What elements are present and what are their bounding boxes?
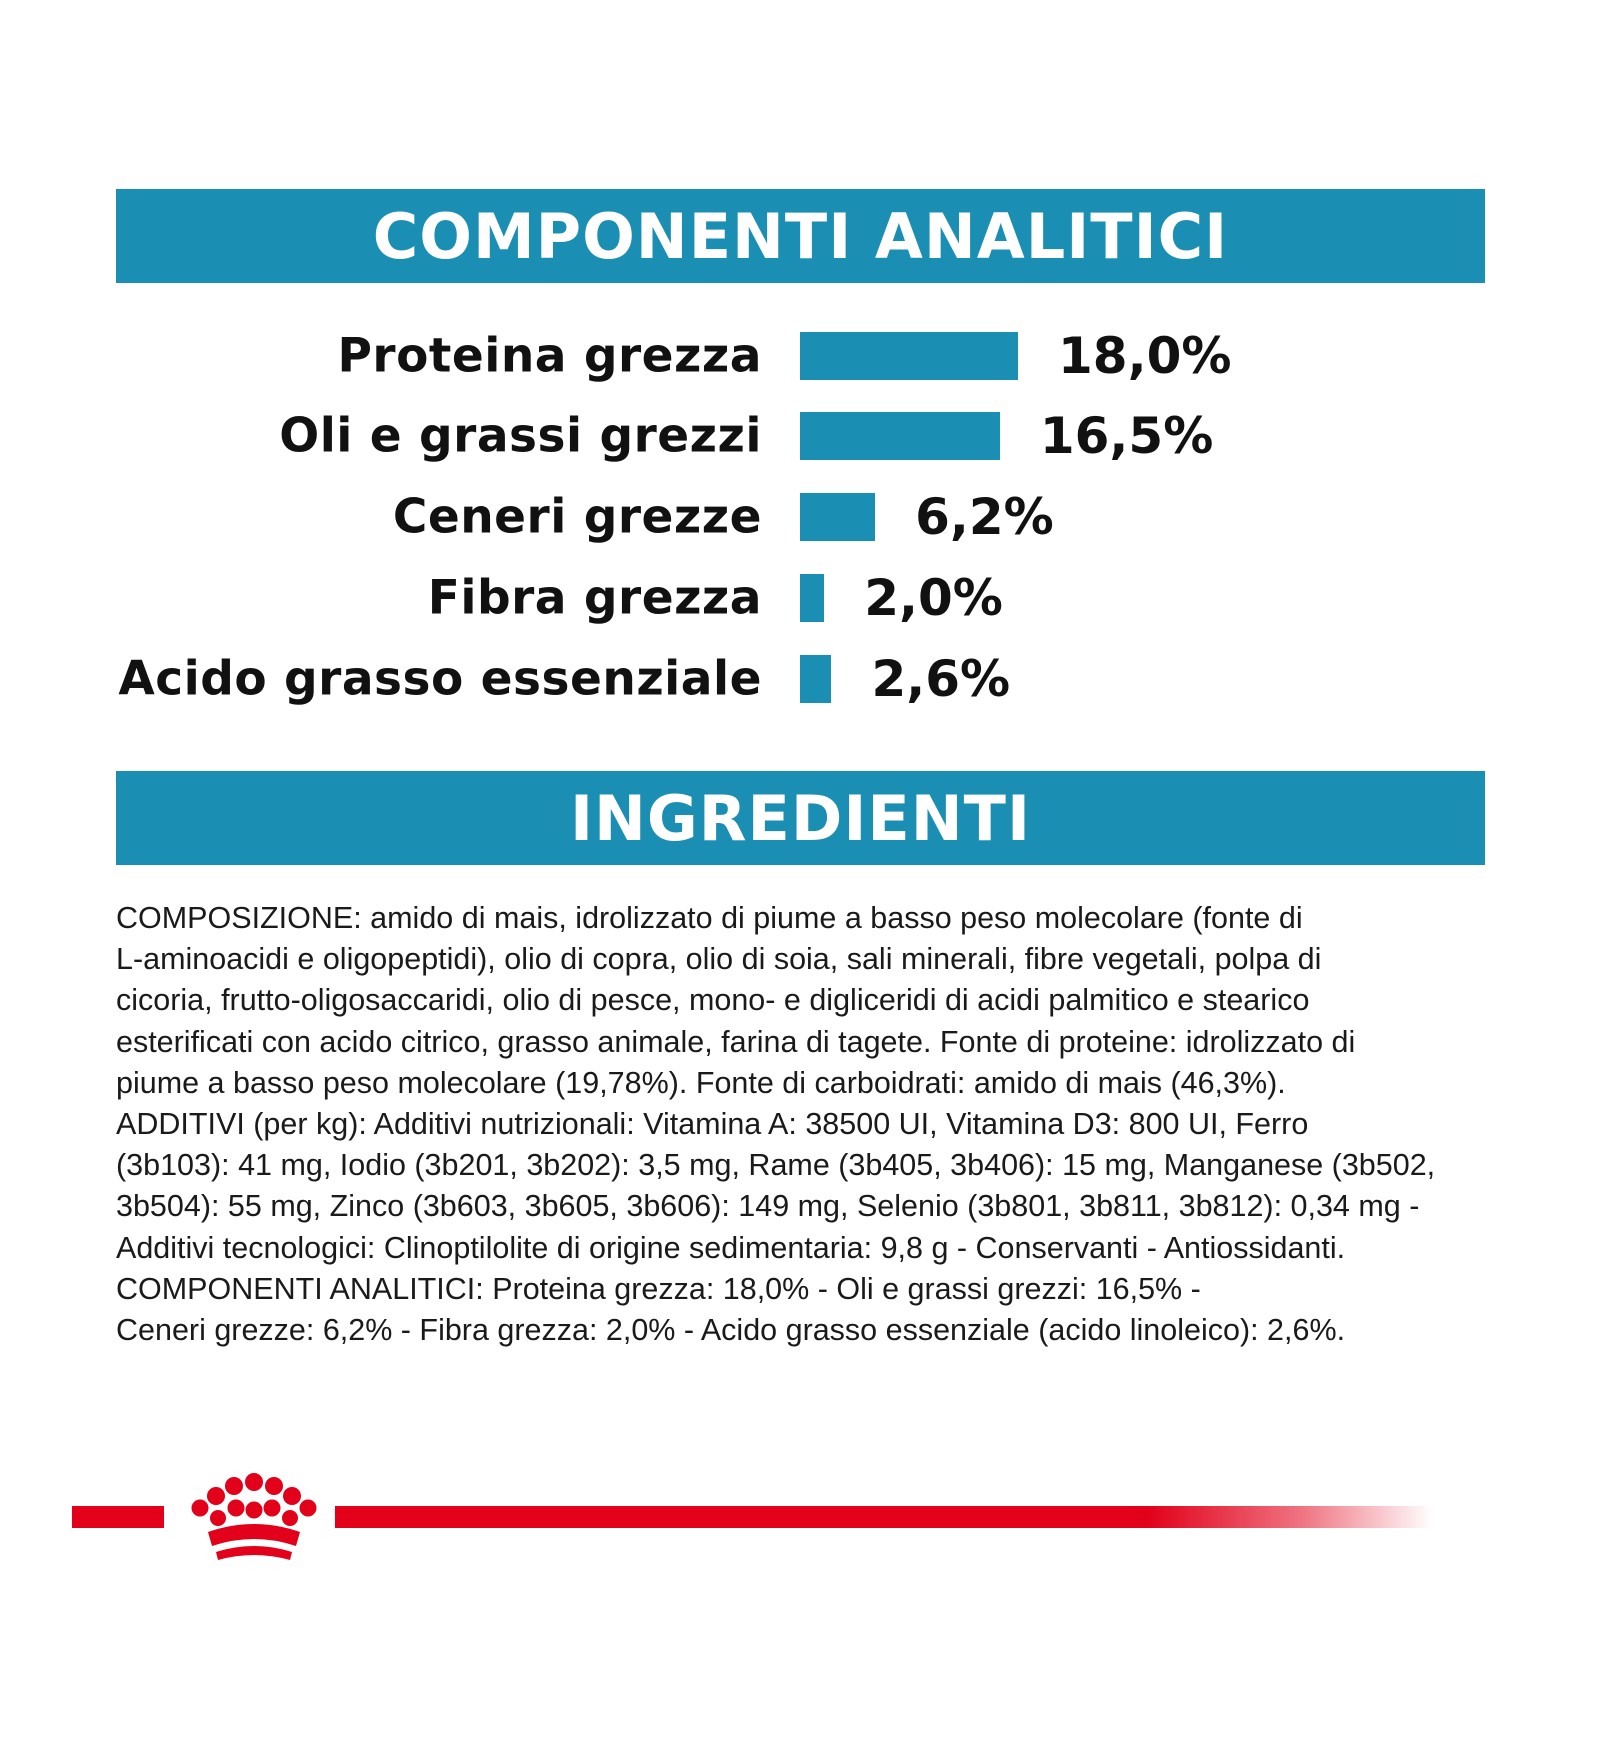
chart-category-label: Proteina grezza xyxy=(337,328,762,384)
analytic-section-title: COMPONENTI ANALITICI xyxy=(372,199,1229,273)
chart-bar xyxy=(800,493,875,541)
brand-line-right xyxy=(335,1506,1433,1528)
ingredients-line: (3b103): 41 mg, Iodio (3b201, 3b202): 3,5 mg, Rame (3b405, 3b406): 15 mg, Manganese (3b502, xyxy=(116,1148,1436,1183)
chart-value-label: 2,0% xyxy=(864,569,1003,627)
chart-bar xyxy=(800,655,831,703)
chart-bar xyxy=(800,574,824,622)
chart-value-label: 16,5% xyxy=(1039,407,1214,465)
analytic-section-header xyxy=(116,189,1485,283)
ingredients-line: COMPONENTI ANALITICI: Proteina grezza: 18,0% - Oli e grassi grezzi: 16,5% - xyxy=(116,1271,1201,1306)
ingredients-line: ADDITIVI (per kg): Additivi nutrizionali: Vitamina A: 38500 UI, Vitamina D3: 800 UI, Ferro xyxy=(116,1107,1309,1142)
ingredients-line: Ceneri grezze: 6,2% - Fibra grezza: 2,0% - Acido grasso essenziale (acido linoleico): 2,6%. xyxy=(116,1313,1346,1348)
chart-category-label: Fibra grezza xyxy=(427,570,762,626)
ingredients-text xyxy=(116,898,1491,1351)
chart-bar xyxy=(800,412,1000,460)
chart-category-label: Acido grasso essenziale xyxy=(118,651,762,707)
chart-category-label: Oli e grassi grezzi xyxy=(279,408,762,464)
ingredients-line: cicoria, frutto-oligosaccaridi, olio di pesce, mono- e digliceridi di acidi palmitico e stearico xyxy=(116,983,1310,1018)
crown-icon xyxy=(170,1470,330,1570)
ingredients-section-title: INGREDIENTI xyxy=(569,781,1032,855)
chart-value-label: 6,2% xyxy=(915,488,1054,546)
ingredients-line: L-aminoacidi e oligopeptidi), olio di copra, olio di soia, sali minerali, fibre vegetali, polpa di xyxy=(116,942,1322,977)
chart-category-label: Ceneri grezze xyxy=(392,489,762,545)
ingredients-section-header xyxy=(116,771,1485,865)
brand-line-left xyxy=(72,1506,164,1528)
ingredients-line: piume a basso peso molecolare (19,78%). Fonte di carboidrati: amido di mais (46,3%). xyxy=(116,1065,1286,1100)
chart-value-label: 18,0% xyxy=(1058,327,1232,385)
ingredients-line: Additivi tecnologici: Clinoptilolite di origine sedimentaria: 9,8 g - Conservanti - Antiossidanti. xyxy=(116,1230,1346,1265)
ingredients-line: 3b504): 55 mg, Zinco (3b603, 3b605, 3b606): 149 mg, Selenio (3b801, 3b811, 3b812): 0,34 mg - xyxy=(116,1189,1420,1224)
chart-bar xyxy=(800,332,1018,380)
ingredients-line: COMPOSIZIONE: amido di mais, idrolizzato di piume a basso peso molecolare (fonte di xyxy=(116,901,1303,935)
chart-value-label: 2,6% xyxy=(871,650,1011,708)
ingredients-line: esterificati con acido citrico, grasso animale, farina di tagete. Fonte di proteine: idrolizzato di xyxy=(116,1024,1356,1059)
